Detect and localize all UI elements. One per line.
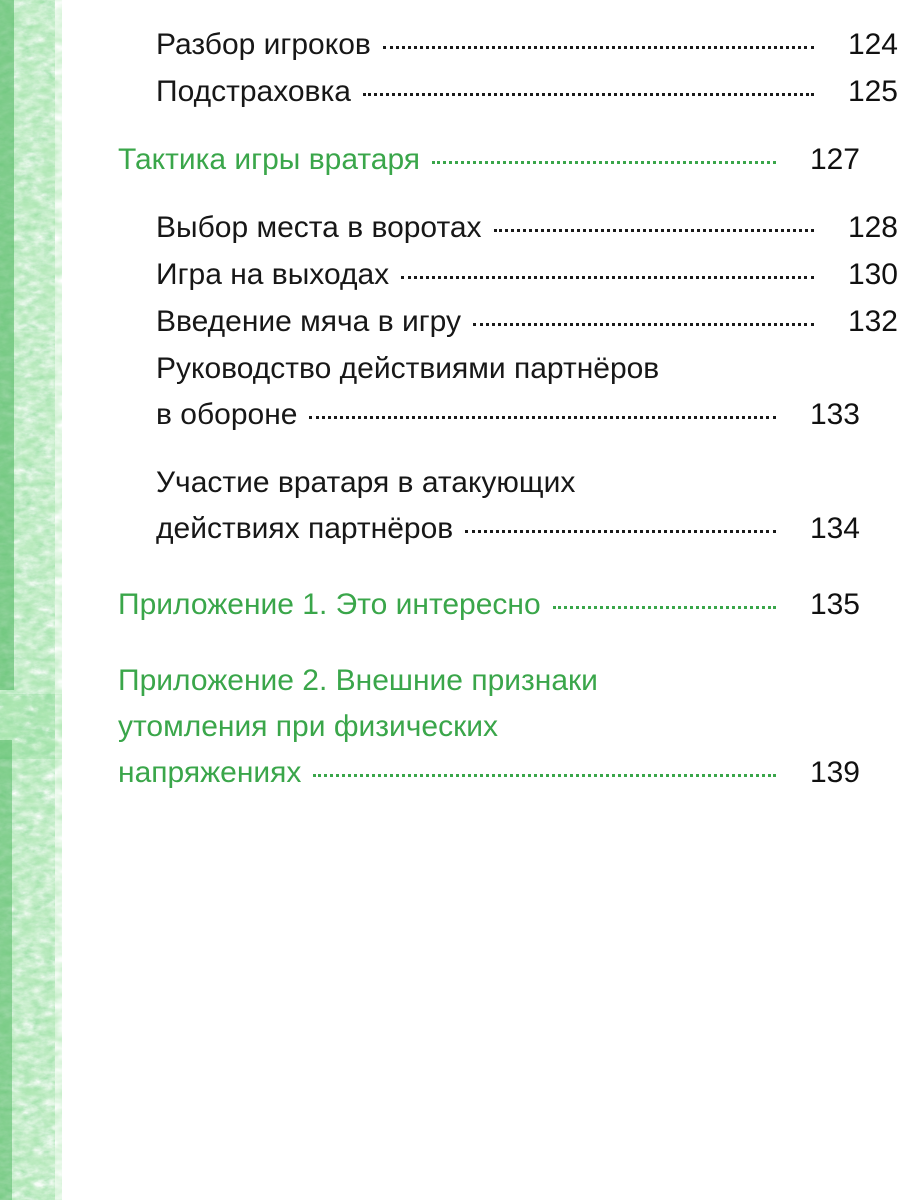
toc-entry-title: Подстраховка: [156, 75, 351, 108]
decorative-edge-pattern: [0, 0, 62, 1200]
toc-entry-taktika-igry-vratarya[interactable]: [118, 137, 860, 183]
toc-entry-page: 127: [809, 143, 860, 176]
toc-entry-page: 139: [809, 756, 860, 789]
toc-appendix-title: Приложение 1. Это интересно: [118, 588, 541, 621]
toc-section-title: Тактика игры вратаря: [118, 143, 421, 176]
toc-entry-title-line-1: Участие вратаря в атакующих: [156, 466, 576, 499]
toc-entry-page: 135: [809, 588, 860, 621]
toc-leader-dots: [383, 45, 814, 49]
toc-entry-page: 130: [847, 258, 898, 291]
toc-leader-dots: [553, 605, 776, 609]
toc-leader-dots: [401, 275, 814, 279]
toc-entry-uchastie-vratarya-v-atakuyushchih[interactable]: [118, 460, 860, 552]
toc-leader-dots: [494, 228, 814, 232]
toc-leader-dots: [465, 529, 776, 533]
toc-entry-vvedenie-myacha-v-igru[interactable]: [118, 299, 898, 345]
toc-appendix-title-line-2: утомления при физических: [118, 710, 498, 743]
toc-entry-page: 132: [847, 305, 898, 338]
toc-entry-title: Выбор места в воротах: [156, 211, 482, 244]
toc-appendix-title-line-1: Приложение 2. Внешние признаки: [118, 664, 598, 697]
toc-entry-rukovodstvo-deystviyami-partnyorov[interactable]: [118, 346, 860, 438]
toc-entry-title-line-last: действиях партнёров: [156, 512, 454, 545]
toc-entry-prilozhenie-2[interactable]: [118, 658, 860, 796]
toc-entry-title: Игра на выходах: [156, 258, 390, 291]
table-of-contents: [118, 22, 898, 796]
toc-leader-dots: [363, 92, 814, 96]
toc-leader-dots: [473, 322, 814, 326]
toc-entry-title-line-1: Руководство действиями партнёров: [156, 352, 660, 385]
toc-entry-page: 128: [847, 211, 898, 244]
toc-entry-page: 125: [847, 75, 898, 108]
toc-entry-page: 134: [809, 512, 860, 545]
toc-leader-dots: [309, 415, 776, 419]
toc-entry-vybor-mesta-v-vorotah[interactable]: [118, 205, 898, 251]
toc-leader-dots: [432, 160, 776, 164]
toc-entry-igra-na-vyhodah[interactable]: [118, 252, 898, 298]
toc-entry-prilozhenie-1[interactable]: [118, 582, 860, 628]
toc-leader-dots: [313, 773, 776, 777]
toc-appendix-title-line-last: напряжениях: [118, 756, 302, 789]
toc-entry-title: Разбор игроков: [156, 28, 371, 61]
toc-entry-title-line-last: в обороне: [156, 398, 298, 431]
toc-entry-razbor-igrokov[interactable]: [118, 22, 898, 68]
toc-entry-page: 124: [847, 28, 898, 61]
toc-entry-podstrahovka[interactable]: [118, 69, 898, 115]
toc-entry-title: Введение мяча в игру: [156, 305, 462, 338]
toc-entry-page: 133: [809, 398, 860, 431]
